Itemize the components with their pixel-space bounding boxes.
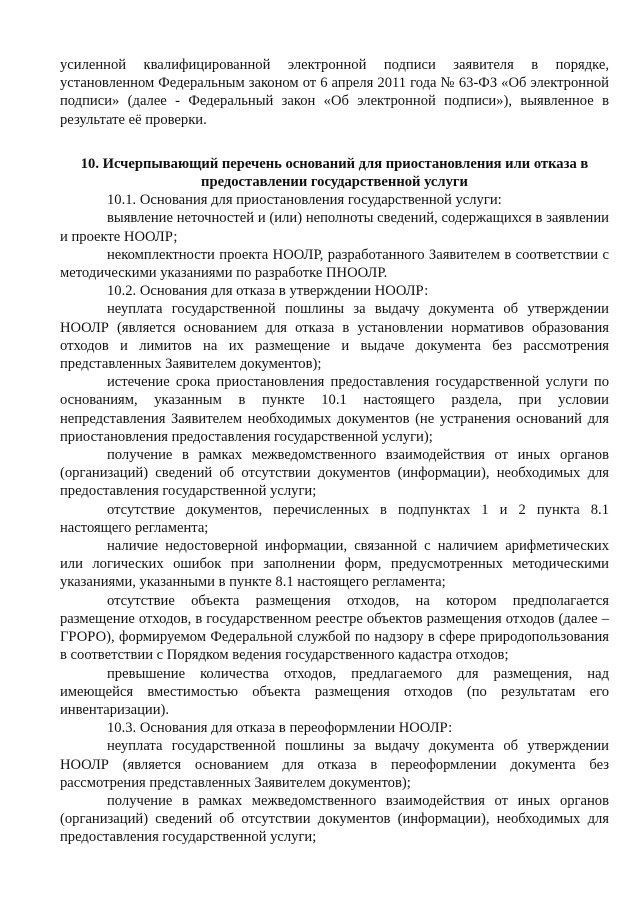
intro-paragraph: усиленной квалифицированной электронной подписи заявителя в порядке, установленном Федеральным законом от 6 апреля 2011 года № 63-ФЗ «Об электронной подписи» (далее - Федеральный закон «Об электронной подписи»), выявленное в результате её проверки. [60, 57, 609, 128]
paragraph: отсутствие документов, перечисленных в подпунктах 1 и 2 пункта 8.1 настоящего регламента; [60, 501, 609, 536]
paragraph-10-3: 10.3. Основания для отказа в переоформлении НООЛР: [107, 720, 453, 737]
paragraph-10-1: 10.1. Основания для приостановления государственной услуги: [107, 192, 502, 209]
paragraph: некомплектности проекта НООЛР, разработанного Заявителем в соответствии с методическими указаниями по разработке ПНООЛР. [60, 246, 609, 282]
paragraph: получение в рамках межведомственного взаимодействия от иных органов (организаций) сведений об отсутствии документов (информации), необходимых для предоставления государственной услуги; [60, 447, 609, 500]
paragraph: отсутствие объекта размещения отходов, на котором предполагается размещение отходов, в государственном реестре объектов размещения отходов (далее – ГРОРО), формируемом Федеральной службой по надзору в сфере природопользования в соответствии с Порядком ведения государственного кадастра отходов; [60, 592, 609, 664]
paragraph: истечение срока приостановления предоставления государственной услуги по основаниям, указанным в пункте 10.1 настоящего раздела, при условии непредставления Заявителем необходимых документов (не устранения оснований для приостановления предоставления государственной услуги); [60, 374, 609, 445]
paragraph: превышение количества отходов, предлагаемого для размещения, над имеющейся вместимостью объекта размещения отходов (по результатам его инвентаризации). [60, 665, 609, 718]
paragraph: неуплата государственной пошлины за выдачу документа об утверждении НООЛР (является основанием для отказа в установлении нормативов образования отходов и лимитов на их размещение и выдаче документа без рассмотрения представленных Заявителем документов); [60, 301, 609, 373]
paragraph: неуплата государственной пошлины за выдачу документа об утверждении НООЛР (является основанием для отказа в переоформлении документа без рассмотрения представленных Заявителем документов); [60, 738, 609, 791]
paragraph: выявление неточностей и (или) неполноты сведений, содержащихся в заявлении и проекте НООЛР; [60, 210, 609, 245]
paragraph: получение в рамках межведомственного взаимодействия от иных органов (организаций) сведений об отсутствии документов (информации), необходимых для предоставления государственной услуги; [60, 792, 609, 846]
section-heading: 10. Исчерпывающий перечень оснований для приостановления или отказа в предоставлении государственной услуги [80, 155, 589, 191]
paragraph-10-2: 10.2. Основания для отказа в утверждении НООЛР: [107, 283, 429, 300]
paragraph: наличие недостоверной информации, связанной с наличием арифметических или логических ошибок при заполнении форм, предусмотренных методическими указаниями, указанными в пункте 8.1 настоящего регламента; [60, 538, 609, 591]
